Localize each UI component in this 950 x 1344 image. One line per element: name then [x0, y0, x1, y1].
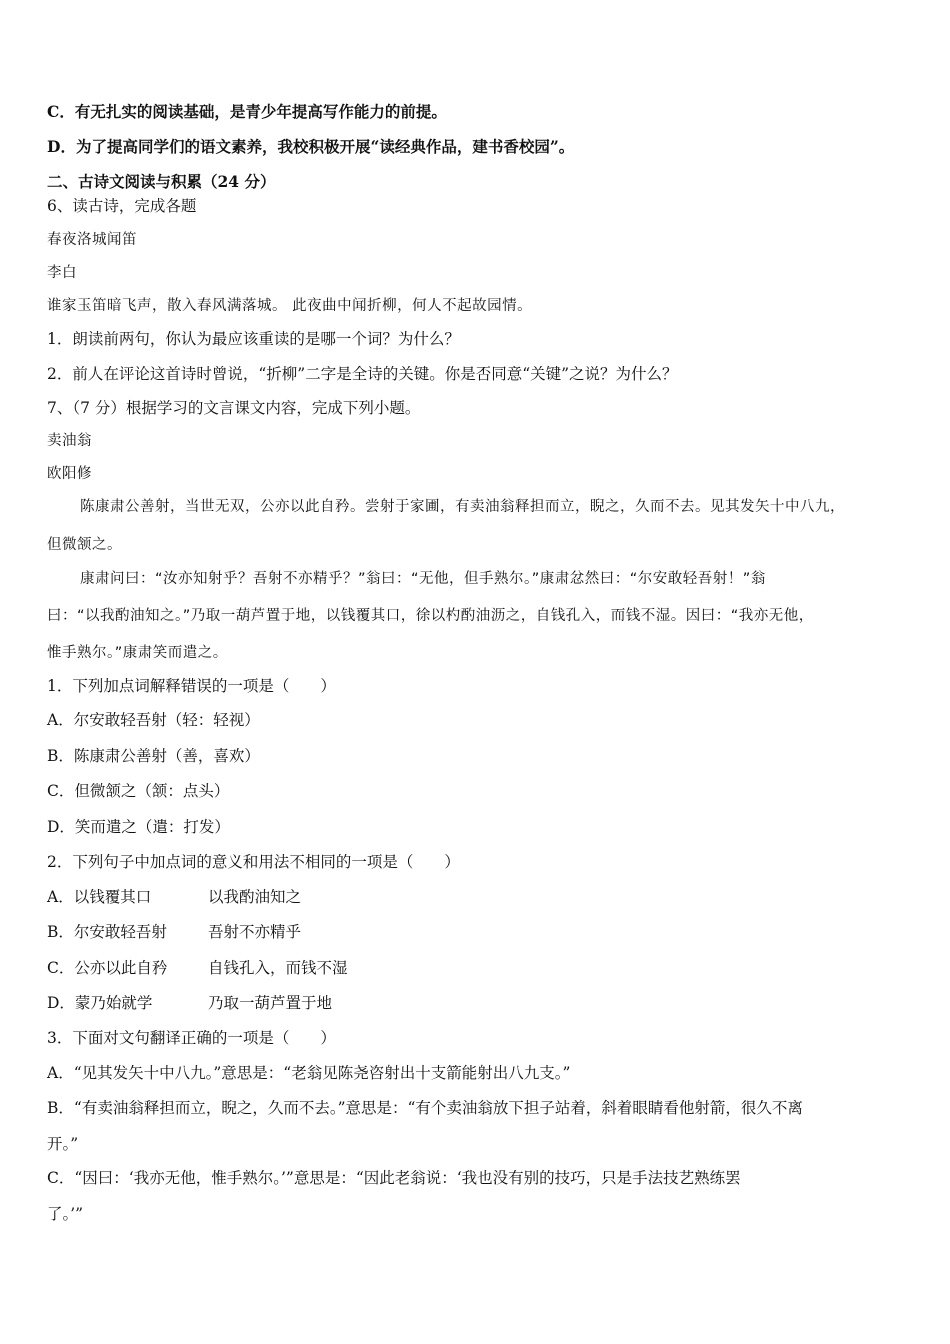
option-a-right: 以我酌油知之 [208, 888, 302, 906]
question-6-2: 2．前人在评论这首诗时曾说，“折柳”二字是全诗的关键。你是否同意“关键”之说？为什么？ [47, 365, 678, 383]
question-7-1-option-b: B．陈康肃公善射（善，喜欢） [47, 747, 260, 765]
poem-title: 春夜洛城闻笛 [47, 232, 137, 248]
question-7-prompt: 7、（7 分）根据学习的文言课文内容，完成下列小题。 [47, 399, 421, 417]
question-7-3-option-b-cont: 开。” [47, 1135, 79, 1153]
option-c-right: 自钱孔入，而钱不湿 [208, 959, 348, 977]
question-6-1: 1．朗读前两句，你认为最应该重读的是哪一个词？为什么？ [47, 330, 460, 348]
question-6-prompt: 6、读古诗，完成各题 [47, 197, 197, 215]
question-7-3: 3．下面对文句翻译正确的一项是（ ） [47, 1029, 336, 1047]
question-7-3-option-c-cont: 了。’” [47, 1205, 84, 1223]
question-7-1-option-d: D．笑而遣之（遣：打发） [47, 818, 230, 836]
option-c-left: C．公亦以此自矜 [47, 959, 168, 977]
passage-paragraph-1: 陈康肃公善射，当世无双，公亦以此自矜。尝射于家圃，有卖油翁释担而立，睨之，久而不去。见其发矢十中八九， [80, 499, 845, 515]
question-7-2-option-d [47, 992, 647, 1014]
question-7-1-option-a: A．尔安敢轻吾射（轻：轻视） [47, 711, 260, 729]
option-a-left: A．以钱覆其口 [47, 888, 152, 906]
passage-paragraph-2-cont: 曰：“以我酌油知之。”乃取一葫芦置于地，以钱覆其口，徐以杓酌油沥之，自钱孔入，而钱不湿。因曰：“我亦无他， [47, 608, 814, 624]
question-7-2: 2．下列句子中加点词的意义和用法不相同的一项是（ ） [47, 853, 460, 871]
option-d-left: D．蒙乃始就学 [47, 994, 153, 1012]
question-7-3-option-a: A．“见其发矢十中八九。”意思是：“老翁见陈尧咨射出十支箭能射出八九支。” [47, 1064, 571, 1082]
section-heading: 二、古诗文阅读与积累（24 分） [47, 172, 276, 191]
passage-paragraph-1-cont: 但微颔之。 [47, 537, 122, 553]
poem-author: 李白 [47, 265, 77, 281]
question-7-1: 1．下列加点词解释错误的一项是（ ） [47, 677, 336, 695]
passage-paragraph-2-end: 惟手熟尔。”康肃笑而遣之。 [47, 645, 228, 661]
question-7-2-option-a [47, 886, 647, 908]
question-7-1-option-c: C．但微颔之（颔：点头） [47, 782, 230, 800]
question-7-3-option-c: C．“因曰：‘我亦无他，惟手熟尔。’”意思是：“因此老翁说：‘我也没有别的技巧，只是手法技艺熟练罢 [47, 1169, 741, 1187]
question-7-2-option-c [47, 957, 647, 979]
question-7-3-option-b: B．“有卖油翁释担而立，睨之，久而不去。”意思是：“有个卖油翁放下担子站着，斜着眼睛看他射箭，很久不离 [47, 1099, 803, 1117]
option-c-statement: C．有无扎实的阅读基础，是青少年提高写作能力的前提。 [47, 102, 447, 121]
option-b-right: 吾射不亦精乎 [208, 923, 302, 941]
option-d-statement: D．为了提高同学们的语文素养，我校积极开展“读经典作品，建书香校园”。 [47, 137, 575, 156]
passage-author: 欧阳修 [47, 466, 92, 482]
question-7-2-option-b [47, 921, 647, 943]
option-d-right: 乃取一葫芦置于地 [208, 994, 333, 1012]
option-b-left: B．尔安敢轻吾射 [47, 923, 167, 941]
poem-text: 谁家玉笛暗飞声，散入春风满落城。 此夜曲中闻折柳，何人不起故园情。 [47, 298, 533, 314]
passage-paragraph-2: 康肃问曰：“汝亦知射乎？吾射不亦精乎？”翁曰：“无他，但手熟尔。”康肃忿然曰：“尔安敢轻吾射！”翁 [80, 571, 766, 587]
passage-title: 卖油翁 [47, 433, 92, 449]
